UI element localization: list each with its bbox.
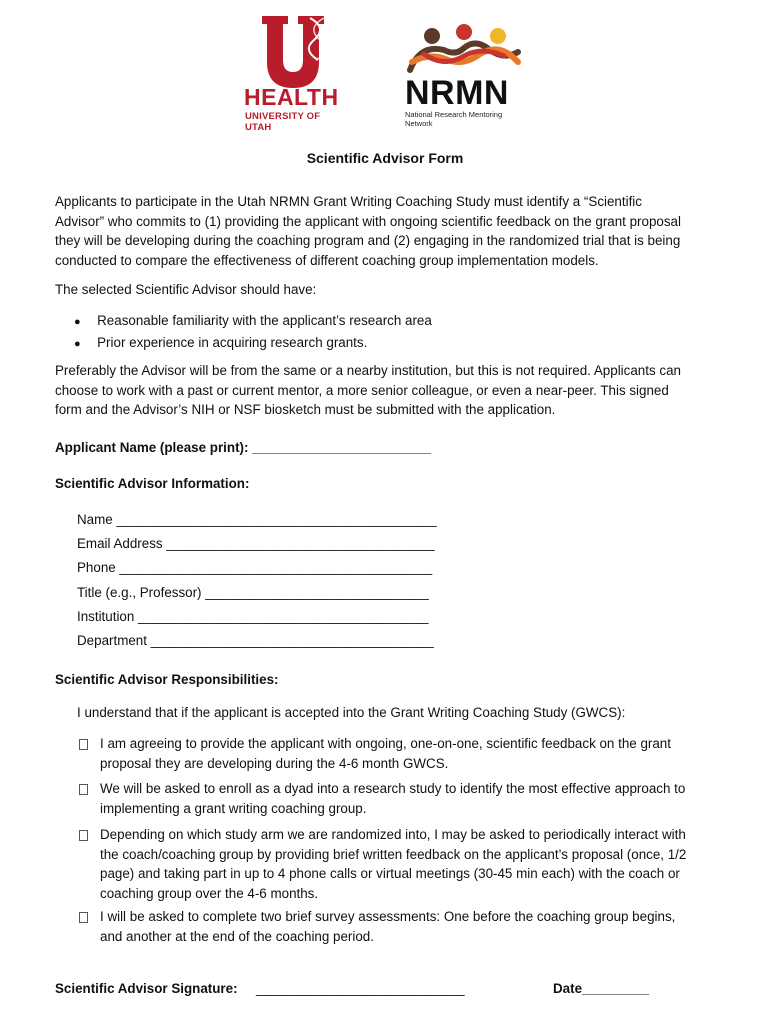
date-field[interactable]: Date_________ — [553, 981, 650, 996]
advisor-info-heading: Scientific Advisor Information: — [55, 476, 250, 491]
signature-line[interactable]: ____________________________ — [256, 981, 465, 996]
should-have-text: The selected Scientific Advisor should have: — [55, 282, 317, 297]
checkbox[interactable] — [79, 784, 88, 795]
nrmn-sub: National Research Mentoring Network — [405, 110, 503, 128]
responsibility-line: proposal they are developing during the 4-6 month GWCS. — [100, 755, 449, 771]
criteria-list — [74, 311, 432, 354]
bullet-icon: ● — [74, 316, 81, 328]
checkbox[interactable] — [79, 739, 88, 750]
advisor-name-field[interactable]: Name ___________________________________________ — [77, 512, 437, 527]
responsibility-line: the coach/coaching group by providing brief written feedback on the applicant’s proposal (once, 1/2 — [100, 846, 687, 862]
preferably-line: choose to work with a past or current mentor, a more senior colleague, or even a near-peer. This signed — [55, 382, 669, 398]
criteria-text: Reasonable familiarity with the applicant’s research area — [97, 313, 432, 328]
uhealth-name: HEALTH — [244, 84, 339, 110]
responsibility-line: We will be asked to enroll as a dyad into a research study to identify the most effective approach to — [100, 781, 686, 796]
criteria-item — [74, 311, 432, 333]
responsibility-item — [77, 779, 737, 818]
advisor-title-field[interactable]: Title (e.g., Professor) ______________________________ — [77, 584, 429, 600]
signature-label: Scientific Advisor Signature: — [55, 981, 238, 996]
advisor-institution-field[interactable]: Institution _______________________________________ — [77, 608, 429, 624]
intro-paragraph — [55, 192, 735, 270]
form-title: Scientific Advisor Form — [306, 150, 464, 166]
responsibility-item — [77, 825, 737, 903]
responsibility-line: coaching group over the 4-6 months. — [100, 885, 319, 901]
bullet-icon: ● — [74, 337, 81, 350]
intro-line: they will be developing during the coaching program and (2) engaging in the randomized trial that is being — [55, 233, 681, 248]
nrmn-people-icon — [404, 22, 524, 74]
intro-line: Advisor” who commits to (1) providing the applicant with ongoing scientific feedback on the grant proposal — [55, 213, 681, 229]
checkbox[interactable] — [79, 830, 88, 841]
responsibilities-heading: Scientific Advisor Responsibilities: — [55, 672, 279, 687]
preferably-line: Preferably the Advisor will be from the same or a nearby institution, but this is not required. Applicants can — [55, 363, 681, 378]
responsibility-item — [77, 734, 737, 773]
criteria-item — [74, 333, 432, 355]
uhealth-sub: UNIVERSITY OF UTAH — [245, 111, 321, 133]
checkbox[interactable] — [79, 912, 88, 923]
preferably-line: form and the Advisor’s NIH or NSF biosketch must be submitted with the application. — [55, 402, 556, 417]
intro-line: conducted to compare the effectiveness of different coaching group implementation models. — [55, 252, 599, 268]
responsibility-line: page) and taking part in up to 4 phone calls or virtual meetings (30-45 min each) with the coach or — [100, 866, 680, 881]
nrmn-logo — [400, 22, 530, 128]
advisor-department-field[interactable]: Department ______________________________________ — [77, 633, 434, 649]
responsibility-line: and another at the end of the coaching period. — [100, 928, 374, 944]
intro-line: Applicants to participate in the Utah NRMN Grant Writing Coaching Study must identify a “Scientific — [55, 194, 642, 209]
preferably-paragraph — [55, 361, 745, 420]
responsibility-line: implementing a grant writing coaching group. — [100, 800, 367, 816]
responsibility-line: Depending on which study arm we are randomized into, I may be asked to periodically interact with — [100, 827, 686, 842]
criteria-text: Prior experience in acquiring research grants. — [97, 334, 368, 350]
advisor-phone-field[interactable]: Phone __________________________________________ — [77, 560, 433, 576]
advisor-fields — [77, 508, 437, 653]
advisor-email-field[interactable]: Email Address ____________________________________ — [77, 536, 435, 552]
responsibility-item — [77, 907, 737, 946]
understand-text: I understand that if the applicant is accepted into the Grant Writing Coaching Study (GWCS): — [77, 705, 626, 720]
applicant-name-field[interactable]: Applicant Name (please print): ________________________ — [55, 440, 431, 455]
uhealth-logo — [240, 14, 345, 133]
u-block-icon — [240, 14, 345, 92]
responsibility-line: I am agreeing to provide the applicant with ongoing, one-on-one, scientific feedback on the grant — [100, 736, 671, 751]
nrmn-name: NRMN — [405, 74, 509, 112]
responsibility-line: I will be asked to complete two brief survey assessments: One before the coaching group begins, — [100, 909, 676, 924]
